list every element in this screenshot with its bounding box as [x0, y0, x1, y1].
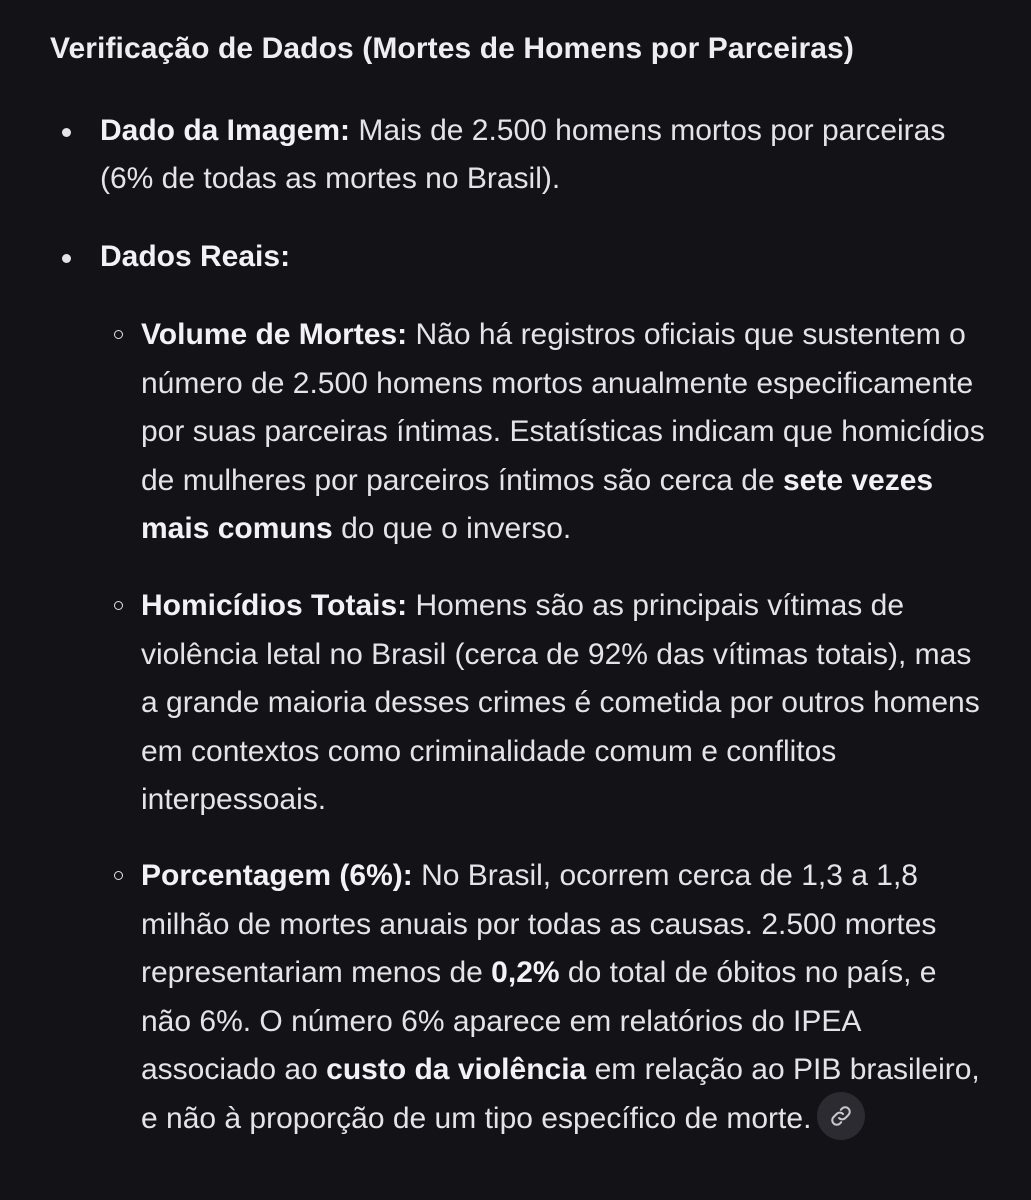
- sublist-item-text: [141, 311, 991, 554]
- emphasis-text: custo da violência: [326, 1053, 587, 1086]
- sublist-item-body-end: em relação ao PIB brasileiro, e não à proporção de um tipo específico de morte.: [141, 1053, 980, 1135]
- section-title: Verificação de Dados (Mortes de Homens por Parceiras): [50, 32, 854, 65]
- source-link-button[interactable]: [817, 1092, 865, 1140]
- sublist-item-body-end: do que o inverso.: [332, 512, 572, 545]
- list-item-dados-reais: [50, 233, 991, 281]
- sublist-item-volume-de-mortes: [110, 311, 991, 554]
- emphasis-text: sete vezes mais comuns: [141, 463, 934, 545]
- list-item-dado-da-imagem: [50, 107, 991, 203]
- sublist-item-label: Volume de Mortes:: [141, 318, 408, 351]
- sublist-item-text: [141, 582, 991, 825]
- bullet-disc: [62, 254, 71, 263]
- emphasis-text: 0,2%: [491, 956, 560, 989]
- sublist-item-homicidios-totais: [110, 582, 991, 825]
- list-item-label: Dado da Imagem:: [100, 114, 351, 147]
- sublist-item-porcentagem: [110, 852, 991, 1144]
- bullet-circle: [114, 330, 123, 339]
- bullet-circle: [114, 871, 123, 880]
- list-item-text: [100, 233, 991, 281]
- link-icon: [829, 1104, 853, 1128]
- bullet-circle: [114, 601, 123, 610]
- sublist-item-body-middle: do total de óbitos no país, e não 6%. O número 6% aparece em relatórios do IPEA associado ao: [141, 956, 937, 1086]
- sublist-item-body: Homens são as principais vítimas de violência letal no Brasil (cerca de 92% das vítimas totais), mas a grande maioria desses crimes é cometida por outros homens em contextos como criminalidade comum e conflitos interpessoais.: [141, 589, 980, 816]
- list-item-label: Dados Reais:: [100, 240, 291, 273]
- sublist-item-body: Não há registros oficiais que sustentem o número de 2.500 homens mortos anualmente especificamente por suas parceiras íntimas. Estatísticas indicam que homicídios de mulheres por parceiros íntimos são cerca de: [141, 318, 985, 497]
- sublist-item-body: No Brasil, ocorrem cerca de 1,3 a 1,8 milhão de mortes anuais por todas as causas. 2.500 mortes representariam menos de: [141, 859, 937, 989]
- sublist-item-text: [141, 852, 991, 1144]
- sublist-item-label: Porcentagem (6%):: [141, 859, 413, 892]
- sublist-item-label: Homicídios Totais:: [141, 589, 408, 622]
- list-item-text: [100, 107, 991, 203]
- list-item-body: Mais de 2.500 homens mortos por parceiras (6% de todas as mortes no Brasil).: [100, 114, 946, 195]
- bullet-disc: [62, 128, 71, 137]
